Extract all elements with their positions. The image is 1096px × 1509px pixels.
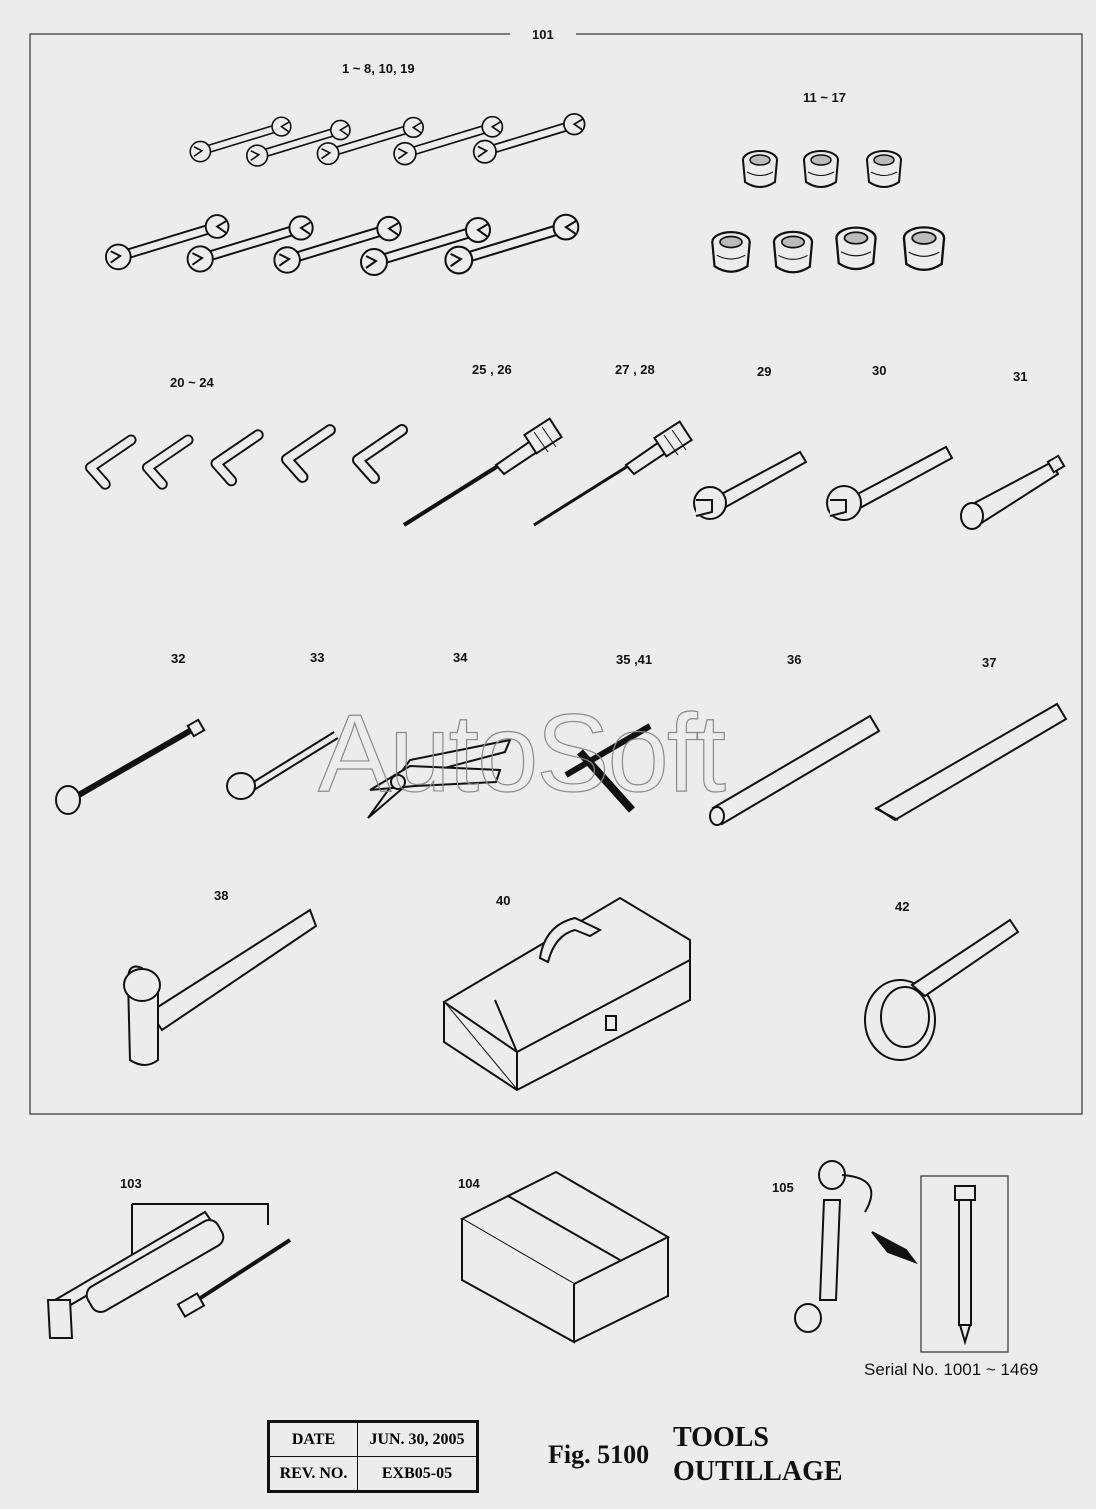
callout-grease-gun: 103 <box>120 1176 142 1191</box>
figure-number: Fig. 5100 <box>548 1440 650 1469</box>
callout-screwdriver-phillips: 27 , 28 <box>615 362 655 377</box>
callout-hex-keys: 20 ~ 24 <box>170 375 214 390</box>
date-value: JUN. 30, 2005 <box>358 1422 478 1457</box>
callout-t-handle: 35 ,41 <box>616 652 653 667</box>
callout-hammer: 38 <box>214 888 229 903</box>
frame-label: 101 <box>532 27 554 42</box>
callout-socket-wrench: 105 <box>772 1180 794 1195</box>
callout-toolbox: 40 <box>496 893 511 908</box>
revision-stamp <box>267 1420 479 1493</box>
callout-long-extension: 32 <box>171 651 186 666</box>
callout-flat-bar: 37 <box>982 655 997 670</box>
callout-box: 104 <box>458 1176 480 1191</box>
rev-value: EXB05-05 <box>358 1457 478 1492</box>
serial-note: Serial No. 1001 ~ 1469 <box>864 1360 1039 1379</box>
figure-title-fr: OUTILLAGE <box>673 1456 843 1487</box>
callout-screwdriver-flat: 25 , 26 <box>472 362 512 377</box>
callout-adjustable-wrench-large: 30 <box>872 363 887 378</box>
callout-pliers: 34 <box>453 650 468 665</box>
callout-filter-wrench: 42 <box>895 899 910 914</box>
callout-adjustable-wrench-small: 29 <box>757 364 772 379</box>
date-label: DATE <box>269 1422 358 1457</box>
figure-title-en: TOOLS <box>673 1422 769 1453</box>
callout-wrenches: 1 ~ 8, 10, 19 <box>342 61 415 76</box>
callout-extension: 31 <box>1013 369 1028 384</box>
watermark: AutoSoft <box>318 692 724 815</box>
callout-ratchet: 33 <box>310 650 325 665</box>
rev-label: REV. NO. <box>269 1457 358 1492</box>
callout-bar: 36 <box>787 652 802 667</box>
callout-sockets: 11 ~ 17 <box>803 90 847 105</box>
